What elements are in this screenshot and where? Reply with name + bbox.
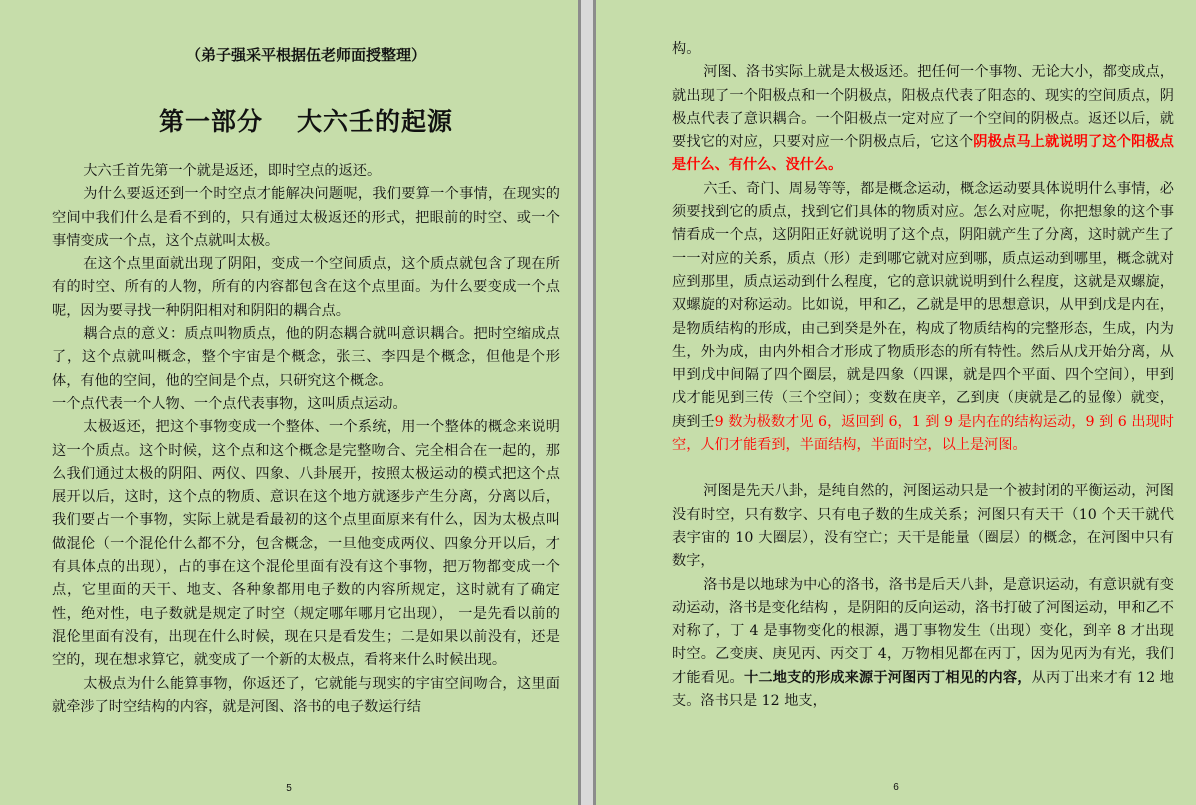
right-text-block [672, 38, 1174, 713]
right-page [596, 0, 1196, 805]
paragraph: 太极返还，把这个事物变成一个整体、一个系统，用一个整体的概念来说明这一个质点。这个时候，这个点和这个概念是完整吻合、完全相合在一起的，那么我们通过太极的阴阳、两仪、四象、八卦展开，按照太极运动的模式把这个点展开以后，这时，这个点的物质、意识在这个地方就逐步产生分离，分离以后，我们要占一个事物，实际上就是看最初的这个点里面原来有什么，因为太极点叫做混伦（一个混伦什么都不分，包含概念，一旦他变成两仪、四象分开以后，才有具体点的出现），占的事在这个混伦里面有没有这个事物，把万物都变成一个点，它里面的天干、地支、各种象都用电子数的内容所规定，这时就有了确定性，绝对性，电子数就是规定了时空（规定哪年哪月它出现）， 一是先看以前的混伦里面有没有，出现在什么时候，现在只是看发生；二是如果以前没有，还是空的，现在想求算它，就变成了一个新的太极点，看将来什么时候出现。 [52, 419, 560, 669]
part-heading [52, 102, 560, 138]
blank-line [672, 457, 1174, 480]
paragraph-text: 洛书是以地球为中心的洛书，洛书是后天八卦，是意识运动，有意识就有变动运动，洛书是变化结构 ，是阴阳的反向运动，洛书打破了河图运动，甲和乙不对称了，丁 4 是事物变化的根源，遇丁事物发生（出现）变化，到辛 8 才出现时空。乙变庚、庚见丙、丙交丁 4，万物相见都在丙丁，因为见丙为有光，我们才能看见。 [672, 576, 1174, 686]
paragraph [672, 61, 1174, 177]
paragraph-continuation: 构。 [672, 41, 701, 57]
highlighted-text: 阴极点马上就说明了这个阳极点是什么、有什么、没什么。 [672, 134, 1174, 174]
bold-text: 十二地支的形成来源于河图丙丁相见的内容， [743, 669, 1032, 686]
paragraph: 为什么要返还到一个时空点才能解决问题呢，我们要算一个事情，在现实的空间中我们什么是看不到的，只有通过太极返还的形式，把眼前的时空、或一个事情变成一个点，这个点就叫太极。 [52, 186, 560, 249]
paragraph: 太极点为什么能算事物，你返还了，它就能与现实的宇宙空间吻合，这里面就牵涉了时空结构的内容，就是河图、洛书的电子数运行结 [52, 675, 560, 715]
paragraph: 河图是先天八卦，是纯自然的，河图运动只是一个被封闭的平衡运动，河图没有时空，只有数字、只有电子数的生成关系；河图只有天干（10 个天干就代表宇宙的 10 大圈层），没有空亡；天干是能量（圈层）的概念，在河图中只有数字， [672, 483, 1174, 570]
paragraph [672, 574, 1174, 714]
left-page [0, 0, 578, 805]
paragraph: 大六壬首先第一个就是返还，即时空点的返还。 [83, 163, 382, 179]
page-number: 5 [286, 783, 292, 794]
part-heading-number: 第一部分 [158, 107, 263, 136]
page-gutter-highlight [581, 0, 593, 805]
paragraph: 一个点代表一个人物、一个点代表事物，这叫质点运动。 [52, 395, 407, 412]
paragraph: 耦合点的意义：质点叫物质点，他的阴态耦合就叫意识耦合。把时空缩成点了，这个点就叫概念，整个宇宙是个概念，张三、李四是个概念，但他是个形体，有他的空间，他的空间是个点，只研究这个概念。 [52, 326, 560, 389]
paragraph [672, 178, 1174, 458]
paragraph-text: 六壬、奇门、周易等等，都是概念运动，概念运动要具体说明什么事情，必须要找到它的质点，找到它们具体的物质对应。怎么对应呢，你把想象的这个事情看成一个点，这阴阳正好就说明了这个点，阴阳就产生了分离，这时就产生了一一对应的关系，质点（形）走到哪它就对应到哪，质点运动到哪里，概念就对应到那里，质点运动到什么程度，它的意识就说明到什么程度，这就是双螺旋，双螺旋的对称运动。比如说，甲和乙，乙就是甲的思想意识，从甲到戊是内在，是物质结构的形成，由己到癸是外在，构成了物质结构的完整形态，生成，内为生，外为成，由内外相合才形成了物质形态的所有特性。然后从戊开始分离，从甲到戊中间隔了四个圈层，就是四象（四课，就是四个平面、四个空间），甲到戊才能见到三传（三个空间）；变数在庚辛，乙到庚（庚就是乙的显像）就变，庚到壬 [672, 180, 1174, 430]
paragraph: 在这个点里面就出现了阴阳，变成一个空间质点，这个质点就包含了现在所有的时空、所有的人物，所有的内容都包含在这个点里面。为什么要变成一个点呢，因为要寻找一种阴阳相对和阴阳的耦合点。 [52, 256, 560, 319]
part-heading-title: 大六壬的起源 [297, 107, 454, 136]
page-number: 6 [893, 782, 899, 793]
red-text: 9 数为极数才见 6，返回到 6，1 到 9 是内在的结构运动，9 到 6 出现时空，人们才能看到，半面结构，半面时空，以上是河图。 [672, 413, 1174, 454]
left-text-block [52, 160, 560, 719]
paragraph-text: 从丙丁出来才有 12 地支。洛书只是 12 地支， [672, 669, 1174, 710]
page-subtitle: （弟子强采平根据伍老师面授整理） [185, 46, 426, 64]
paragraph-text: 河图、洛书实际上就是太极返还。把任何一个事物、无论大小，都变成点，就出现了一个阳极点和一个阴极点，阳极点代表了阳态的、现实的空间质点，阴极点代表了意识耦合。一个阳极点一定对应了一个空间的阴极点。返还以后，就要找它的对应，只要对应一个阴极点后，它这个 [672, 64, 1174, 151]
